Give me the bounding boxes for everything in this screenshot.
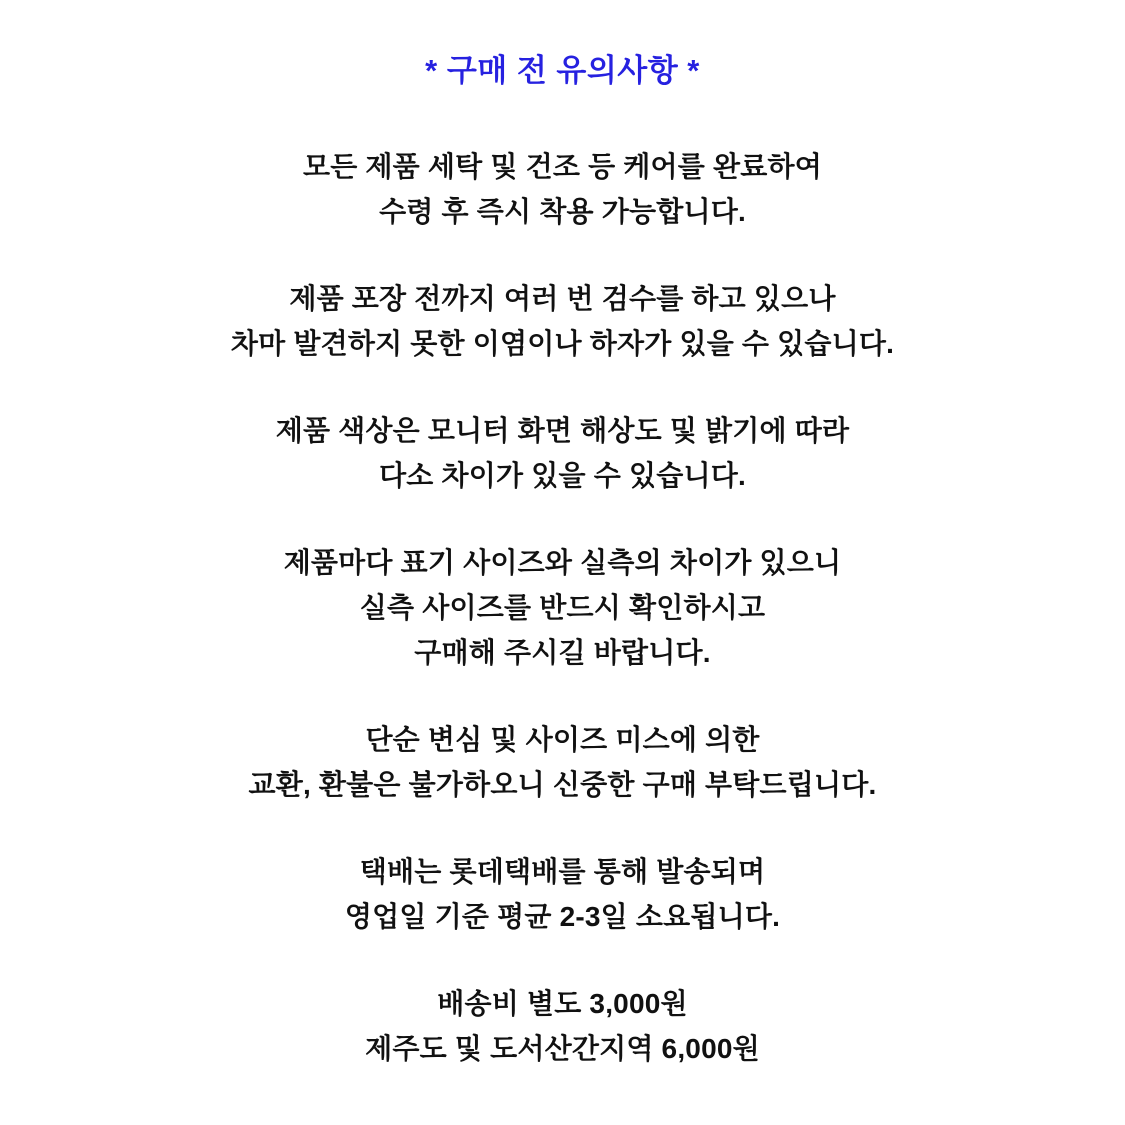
notice-paragraph-shipping-fee bbox=[0, 981, 1125, 1071]
notice-line: 다소 차이가 있을 수 있습니다. bbox=[379, 460, 746, 491]
page-title: * 구매 전 유의사항 * bbox=[425, 53, 700, 88]
notice-line: 제품마다 표기 사이즈와 실측의 차이가 있으니 bbox=[283, 547, 842, 578]
notice-line: 제품 색상은 모니터 화면 해상도 및 밝기에 따라 bbox=[275, 415, 850, 446]
notice-paragraph-size bbox=[0, 540, 1125, 675]
notice-line: 교환, 환불은 불가하오니 신중한 구매 부탁드립니다. bbox=[248, 769, 877, 800]
notice-paragraph-shipping-carrier bbox=[0, 849, 1125, 939]
notice-line: 제주도 및 도서산간지역 6,000원 bbox=[365, 1033, 760, 1064]
notice-paragraph-inspection bbox=[0, 276, 1125, 366]
notice-line: 택배는 롯데택배를 통해 발송되며 bbox=[359, 856, 766, 887]
notice-line: 배송비 별도 3,000원 bbox=[437, 988, 688, 1019]
notice-paragraph-color bbox=[0, 408, 1125, 498]
notice-line: 구매해 주시길 바랍니다. bbox=[414, 637, 711, 668]
notice-line: 차마 발견하지 못한 이염이나 하자가 있을 수 있습니다. bbox=[230, 328, 895, 359]
notice-paragraph-care bbox=[0, 144, 1125, 234]
notice-line: 모든 제품 세탁 및 건조 등 케어를 완료하여 bbox=[302, 151, 823, 182]
notice-line: 실측 사이즈를 반드시 확인하시고 bbox=[359, 592, 766, 623]
notice-line: 영업일 기준 평균 2-3일 소요됩니다. bbox=[344, 901, 781, 932]
notice-line: 제품 포장 전까지 여러 번 검수를 하고 있으나 bbox=[289, 283, 836, 314]
notice-line: 수령 후 즉시 착용 가능합니다. bbox=[379, 196, 746, 227]
notice-line: 단순 변심 및 사이즈 미스에 의한 bbox=[365, 724, 760, 755]
notice-paragraph-refund bbox=[0, 717, 1125, 807]
